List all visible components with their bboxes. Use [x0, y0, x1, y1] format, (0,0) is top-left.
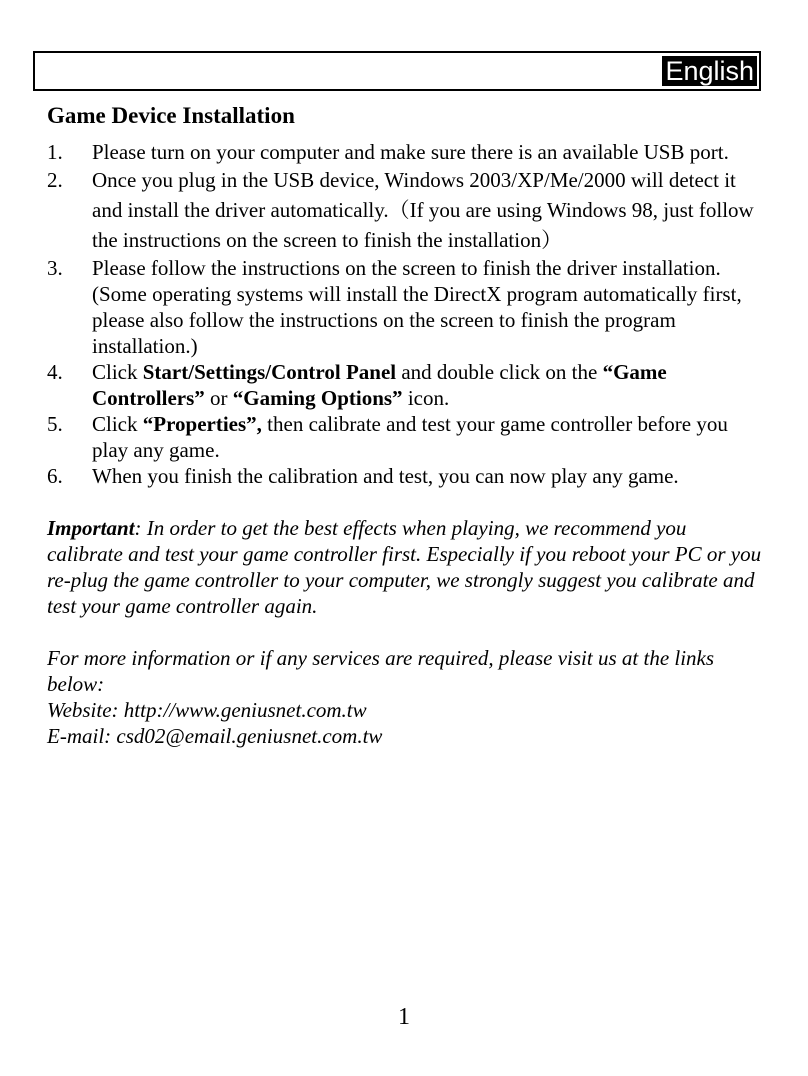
- step-5: [47, 411, 767, 463]
- step-number: 6.: [47, 464, 63, 488]
- installation-steps: [47, 139, 767, 489]
- important-note: [47, 515, 767, 619]
- step-text: Please turn on your computer and make sure there is an available USB port.: [92, 140, 729, 164]
- icon-name-gaming-options: “Gaming Options”: [232, 386, 403, 410]
- step-number: 4.: [47, 360, 63, 384]
- step-text: Please follow the instructions on the screen to finish the driver installation. (Some operating systems will install the DirectX program automatically first, please also follow the instructions on the screen to finish the program installation.): [92, 256, 742, 358]
- step-6: [47, 463, 767, 489]
- step-text: or: [204, 386, 233, 410]
- step-number: 5.: [47, 412, 63, 436]
- important-label: Important: [47, 516, 135, 540]
- menu-path: Start/Settings/Control Panel: [142, 360, 397, 384]
- step-text: Once you plug in the USB device, Windows 2003/XP/Me/2000 will detect it and install the driver automatically.（If you are using Windows 98, just follow the instructions on the screen to finish the installation）: [92, 168, 754, 252]
- page-title: Game Device Installation: [47, 103, 295, 128]
- step-text: and double click on the: [396, 360, 603, 384]
- contact-info: [47, 645, 767, 749]
- language-tag: English: [662, 56, 757, 86]
- step-3: [47, 255, 767, 359]
- page-number: 1: [398, 1004, 410, 1030]
- step-text: icon.: [402, 386, 450, 410]
- step-number: 2.: [47, 168, 63, 192]
- header-box: [33, 51, 761, 91]
- step-text: Click: [92, 412, 143, 436]
- step-4: [47, 359, 767, 411]
- step-number: 1.: [47, 140, 63, 164]
- step-1: [47, 139, 767, 165]
- step-text: When you finish the calibration and test, you can now play any game.: [92, 464, 679, 488]
- important-text: : In order to get the best effects when playing, we recommend you calibrate and test your game controller first. Especially if you reboot your PC or you re-plug the game controller to your computer, we strongly suggest you calibrate and test your game controller again.: [47, 516, 762, 618]
- website-link[interactable]: Website: http://www.geniusnet.com.tw: [47, 698, 367, 722]
- step-number: 3.: [47, 256, 63, 280]
- properties-label: “Properties”,: [142, 412, 262, 436]
- contact-intro: For more information or if any services are required, please visit us at the links below:: [47, 646, 715, 696]
- step-2: [47, 165, 767, 255]
- email-link[interactable]: E-mail: csd02@email.geniusnet.com.tw: [47, 724, 383, 748]
- document-body: [47, 101, 767, 749]
- step-text: then calibrate and test your game controller before you play any game.: [92, 412, 728, 462]
- icon-name-game-controllers: “Game Controllers”: [92, 360, 667, 410]
- step-text: Click: [92, 360, 143, 384]
